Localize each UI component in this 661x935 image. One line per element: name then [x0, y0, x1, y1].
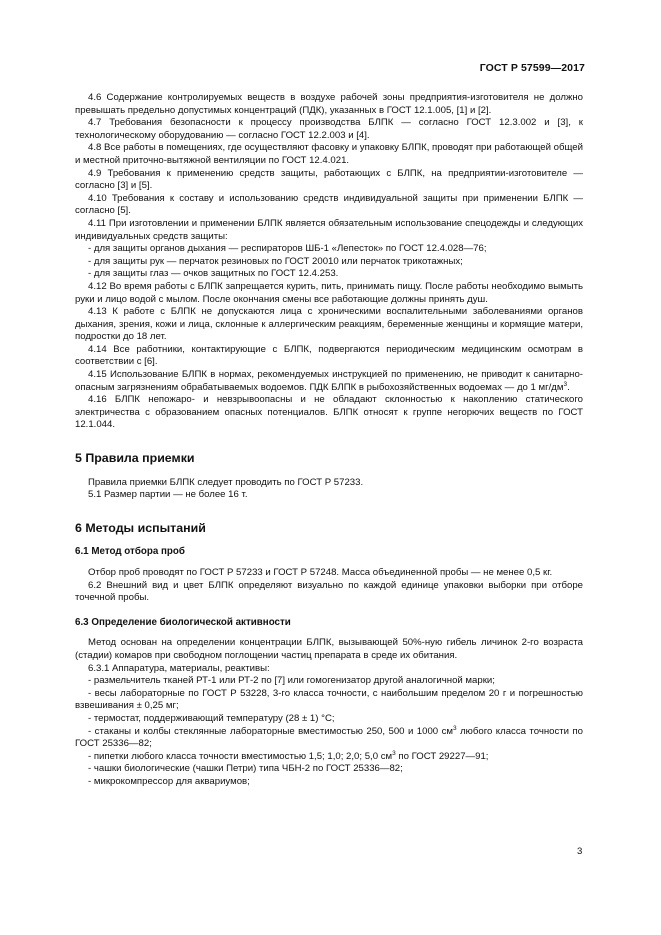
- list-item-pipettes: [75, 751, 583, 764]
- paragraph-5-1: 5.1 Размер партии — не более 16 т.: [88, 489, 248, 501]
- list-item-thermostat: - термостат, поддерживающий температуру (28 ± 1) °С;: [88, 712, 335, 724]
- list-item-goggles-text: - для защиты глаз — очков защитных по ГОСТ 12.4.253.: [88, 268, 339, 280]
- paragraph-4-15-text: 4.15 Использование БЛПК в нормах, рекомендуемых инструкцией по применению, не приводит к санитарно-опасным загрязнениям обрабатываемых водоемов. ПДК БЛПК в рыбохозяйственных водоемах — до 1 мг/дм: [75, 369, 583, 393]
- page-number: 3: [577, 846, 583, 857]
- superscript-3: 3: [453, 724, 457, 732]
- list-item-glassware-text-b: любого класса точности по ГОСТ 25336—82;: [75, 725, 584, 750]
- paragraph-4-10: [75, 193, 583, 218]
- paragraph-6-1: Отбор проб проводят по ГОСТ Р 57233 и ГОСТ Р 57248. Масса объединенной пробы — не менее 0,5 кг.: [88, 567, 553, 578]
- paragraph-4-11-text: 4.11 При изготовлении и применении БЛПК является обязательным использование спецодежды и следующих индивидуальных средств защиты:: [75, 217, 583, 242]
- paragraph-4-9: [75, 168, 583, 193]
- period: .: [567, 381, 570, 393]
- paragraph-4-6-text: 4.6 Содержание контролируемых веществ в воздухе рабочей зоны предприятия-изготовителя не должно превышать предельно допустимых концентраций (ПДК), указанных в ГОСТ 12.1.005, [1] и [2].: [75, 92, 583, 116]
- list-item-scales: - весы лабораторные по ГОСТ Р 53228, 3-го класса точности, с наибольшим пределом 20 г и погрешностью взвешивания ± 0,25 мг;: [75, 687, 583, 712]
- list-item-respirators: [75, 243, 583, 256]
- list-item-goggles: [75, 268, 583, 281]
- list-item-respirators-text: - для защиты органов дыхания — респираторов ШБ-1 «Лепесток» по ГОСТ 12.4.028—76;: [88, 243, 487, 255]
- list-item-microcompressor: - микрокомпрессор для аквариумов;: [88, 775, 250, 787]
- paragraph-4-7-text: 4.7 Требования безопасности к процессу производства БЛПК — согласно ГОСТ 12.3.002 и [3], к технологическому оборудованию — согласно ГОСТ 12.2.003 и [4].: [75, 117, 583, 141]
- subsection-6-1-title: 6.1 Метод отбора проб: [75, 546, 185, 558]
- paragraph-4-14-text: 4.14 Все работники, контактирующие с БЛПК, подвергаются периодическим медицинским осмотрам в соответствии с [6].: [75, 343, 583, 368]
- paragraph-4-11: [75, 218, 583, 243]
- list-item-pipettes-text-b: по ГОСТ 29227—91;: [395, 750, 489, 762]
- list-item-gloves-text: - для защиты рук — перчаток резиновых по ГОСТ 20010 или перчаток трикотажных;: [88, 255, 463, 267]
- subsection-6-3-title: 6.3 Определение биологической активности: [75, 616, 291, 628]
- superscript-3: 3: [392, 749, 396, 757]
- paragraph-4-7: [75, 117, 583, 142]
- paragraph-4-12: [75, 281, 583, 306]
- paragraph-4-16-text: 4.16 БЛПК непожаро- и невзрывоопасны и не обладают склонностью к накоплению статического электричества с образованием опасных потенциалов. БЛПК относят к группе негорючих веществ по ГОСТ 12.1.044.: [75, 394, 583, 431]
- paragraph-4-8: [75, 142, 583, 167]
- list-item-glassware-text-a: - стаканы и колбы стеклянные лабораторные вместимостью 250, 500 и 1000 см: [88, 725, 453, 737]
- paragraph-4-14: [75, 344, 583, 369]
- section-6-title: 6 Методы испытаний: [75, 520, 206, 535]
- paragraph-4-12-text: 4.12 Во время работы с БЛПК запрещается курить, пить, принимать пищу. После работы необходимо вымыть руки и лицо водой с мылом. После окончания смены все работающие должны принять душ.: [75, 280, 583, 305]
- paragraph-6-2: 6.2 Внешний вид и цвет БЛПК определяют визуально по каждой единице упаковки выборки при отборе точечной пробы.: [75, 579, 583, 604]
- standard-header: ГОСТ Р 57599—2017: [479, 62, 585, 74]
- paragraph-4-13-text: 4.13 К работе с БЛПК не допускаются лица с хроническими воспалительными заболеваниями органов дыхания, зрения, кожи и лица, склонные к аллергическим реакциям, беременные женщины и кормящие матери, подростки до 18 лет.: [75, 306, 583, 343]
- paragraph-6-3-1: 6.3.1 Аппаратура, материалы, реактивы:: [88, 662, 270, 674]
- list-item-glassware: [75, 726, 583, 751]
- list-item-gloves: [75, 256, 583, 269]
- paragraph-4-6: [75, 92, 583, 117]
- paragraph-4-8-text: 4.8 Все работы в помещениях, где осуществляют фасовку и упаковку БЛПК, проводят при работающей общей и местной приточно-вытяжной вентиляции по ГОСТ 12.4.021.: [75, 142, 583, 166]
- list-item-petri-dishes: - чашки биологические (чашки Петри) типа ЧБН-2 по ГОСТ 25336—82;: [88, 763, 403, 775]
- paragraph-4-13: [75, 306, 583, 344]
- paragraph-4-16: [75, 394, 583, 432]
- document-body: [75, 92, 583, 789]
- list-item-grinder: - размельчитель тканей РТ-1 или РТ-2 по [7] или гомогенизатор другой аналогичной марки;: [88, 675, 495, 687]
- superscript-3: 3: [563, 380, 568, 388]
- paragraph-6-3-method: Метод основан на определении концентрации БЛПК, вызывающей 50%-ную гибель личинок 2-го возраста (стадии) комаров при свободном поглощении частиц препарата в среде их обитания.: [75, 637, 583, 661]
- list-item-pipettes-text-a: - пипетки любого класса точности вместимостью 1,5; 1,0; 2,0; 5,0 см: [88, 750, 393, 762]
- paragraph-4-9-text: 4.9 Требования к применению средств защиты, работающих с БЛПК, на предприятии-изготовителе — согласно [3] и [5].: [75, 167, 583, 192]
- section-5-title: 5 Правила приемки: [75, 451, 195, 466]
- paragraph-4-15: [75, 369, 583, 394]
- paragraph-5-intro: Правила приемки БЛПК следует проводить по ГОСТ Р 57233.: [88, 476, 364, 488]
- paragraph-4-10-text: 4.10 Требования к составу и использованию средств индивидуальной защиты при применении БЛПК — согласно [5].: [75, 192, 583, 217]
